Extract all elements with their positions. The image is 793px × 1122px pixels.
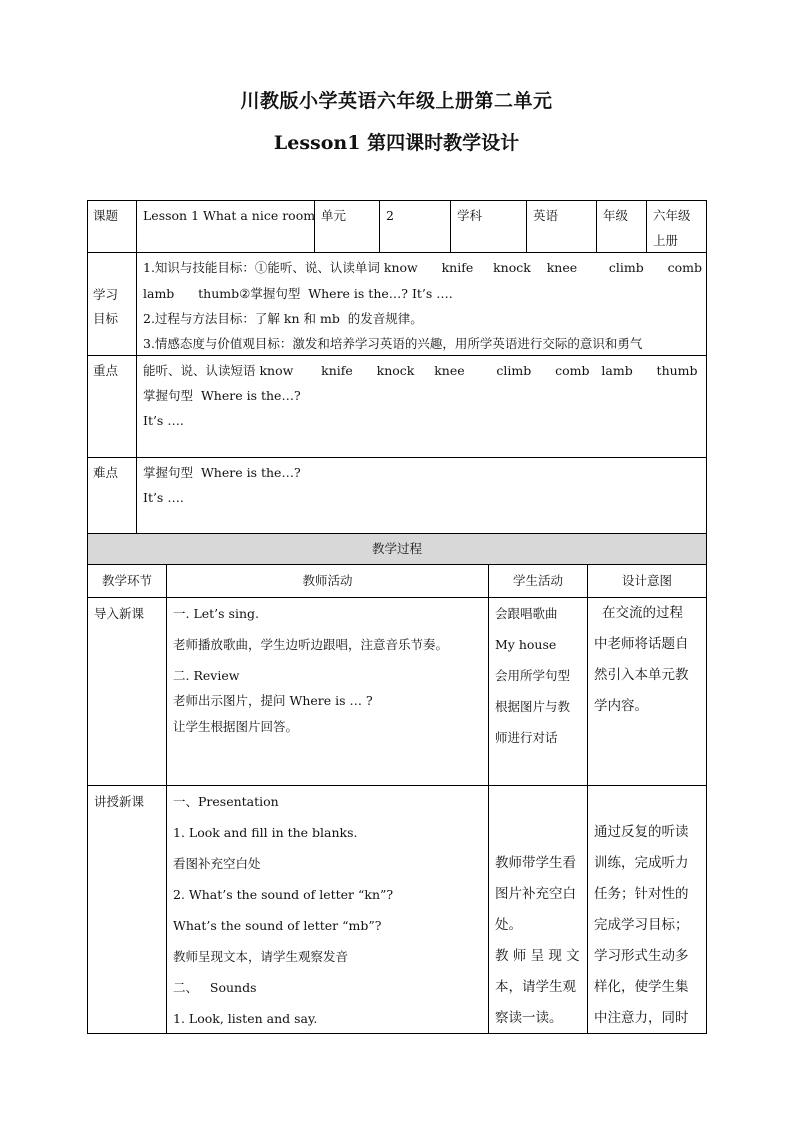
row2-teacher-line: 1. Look and fill in the blanks. [173, 825, 358, 840]
row1-student-line: 师进行对话 [495, 730, 558, 745]
row2-intent-line: 完成学习目标； [594, 917, 689, 933]
row2-student-line: 本，请学生观 [495, 979, 576, 995]
row2-teacher-line: 二、 Sounds [173, 980, 257, 995]
column-stage: 教学环节 [101, 573, 152, 588]
objectives-line2: lamb thumb②掌握句型 Where is the…? It’s …. [143, 286, 453, 301]
key-points-line3: It’s …. [143, 413, 184, 428]
grade-value-line1: 六年级 [653, 208, 691, 223]
row2-intent-line: 训练，完成听力 [594, 855, 689, 871]
row2-teacher-line: 2. What’s the sound of letter “kn”? [173, 887, 394, 902]
column-intent: 设计意图 [621, 573, 672, 588]
row2-student-line: 教师带学生看 [495, 855, 576, 871]
row2-teacher-line: 看图补充空白处 [173, 856, 261, 871]
row2-teacher-line: 一、Presentation [173, 794, 279, 809]
grade-label: 年级 [603, 208, 629, 223]
objectives-label-line1: 学习 [93, 287, 119, 302]
row2-teacher-line: What’s the sound of letter “mb”? [173, 918, 382, 933]
row1-teacher-line: 老师播放歌曲，学生边听边跟唱，注意音乐节奏。 [173, 637, 449, 652]
difficulties-label: 难点 [93, 465, 119, 480]
topic-label: 课题 [93, 208, 119, 223]
row2-student-line: 教 师 呈 现 文 [495, 948, 580, 964]
objectives-line4: 3.情感态度与价值观目标：激发和培养学习英语的兴趣，用所学英语进行交际的意识和勇气 [143, 336, 643, 351]
key-points-label: 重点 [93, 363, 119, 378]
row1-teacher-line: 老师出示图片，提问 Where is … ? [173, 693, 373, 708]
row2-intent-line: 任务；针对性的 [594, 886, 689, 902]
grade-value-line2: 上册 [653, 233, 679, 248]
unit-value: 2 [386, 208, 394, 223]
row1-student-line: 会跟唱歌曲 [495, 606, 558, 621]
row1-student-line: 根据图片与教 [495, 699, 571, 714]
document-title: 川教版小学英语六年级上册第二单元 [240, 90, 553, 112]
row1-intent-line: 然引入本单元教 [594, 667, 689, 683]
subject-value: 英语 [533, 208, 559, 223]
difficulties-line1: 掌握句型 Where is the…? [143, 465, 301, 480]
key-points-line1: 能听、说、认读短语 know knife knock knee climb comb lamb thumb [143, 363, 698, 378]
column-student: 学生活动 [512, 573, 563, 588]
row2-student-line: 图片补充空白 [495, 886, 576, 902]
row2-intent-line: 通过反复的听读 [594, 824, 689, 840]
difficulties-line2: It’s …. [143, 490, 184, 505]
document-subtitle: Lesson1 第四课时教学设计 [273, 132, 520, 154]
objectives-line1: 1.知识与技能目标：①能听、说、认读单词 know knife knock knee climb comb [143, 260, 703, 275]
row2-teacher-line: 教师呈现文本，请学生观察发音 [173, 949, 349, 964]
row1-student-line: 会用所学句型 [495, 668, 571, 683]
row2-intent-line: 中注意力，同时 [594, 1010, 689, 1026]
subject-label: 学科 [457, 208, 483, 223]
row1-student-line: My house [495, 637, 557, 652]
row1-teacher-line: 一. Let’s sing. [173, 606, 259, 621]
row2-intent-line: 学习形式生动多 [594, 948, 689, 964]
unit-label: 单元 [321, 208, 347, 223]
row2-stage: 讲授新课 [94, 794, 145, 809]
row2-student-line: 察读一读。 [495, 1010, 563, 1026]
row1-teacher-line: 二. Review [173, 668, 240, 683]
row2-intent-line: 样化，使学生集 [594, 979, 689, 995]
row2-teacher-line: 1. Look, listen and say. [173, 1011, 318, 1026]
row2-student-line: 处。 [495, 917, 522, 933]
column-teacher: 教师活动 [302, 573, 353, 588]
topic-value: Lesson 1 What a nice room [143, 208, 316, 223]
key-points-line2: 掌握句型 Where is the…? [143, 388, 301, 403]
row1-teacher-line: 让学生根据图片回答。 [173, 719, 299, 734]
row1-stage: 导入新课 [94, 606, 145, 621]
row1-intent-line: 在交流的过程 [602, 605, 683, 621]
objectives-label-line2: 目标 [93, 311, 119, 326]
row1-intent-line: 学内容。 [594, 698, 648, 714]
process-header: 教学过程 [371, 541, 422, 556]
objectives-line3: 2.过程与方法目标：了解 kn 和 mb 的发音规律。 [143, 311, 423, 326]
row1-intent-line: 中老师将话题自 [594, 636, 689, 652]
